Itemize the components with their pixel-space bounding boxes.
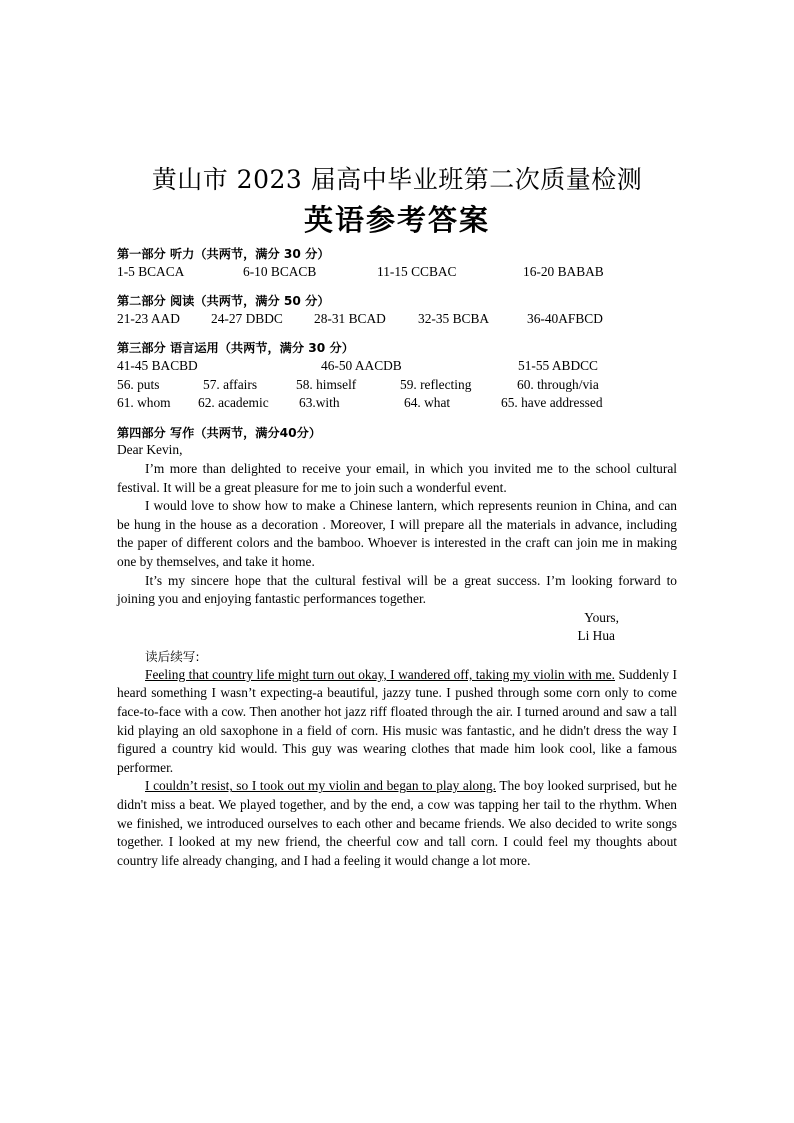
part1-heading: 第一部分 听力（共两节，满分 30 分）: [117, 247, 330, 261]
answer-item: 58. himself: [296, 376, 357, 392]
answer-item: 21-23 AAD: [117, 310, 180, 326]
answer-item: 6-10 BCACB: [243, 263, 317, 279]
letter-signature: Li Hua: [577, 628, 615, 644]
part3-heading: 第三部分 语言运用（共两节，满分 30 分）: [117, 341, 354, 356]
underlined-opening-sentence: I couldn’t resist, so I took out my violin and began to play along.: [145, 778, 496, 794]
exam-title: 黄山市 2023 届高中毕业班第二次质量检测: [151, 165, 643, 194]
part1-answers: [117, 263, 677, 282]
underlined-opening-sentence: Feeling that country life might turn out okay, I wandered off, taking my violin with me.: [145, 666, 615, 682]
letter-paragraph-1: I’m more than delighted to receive your email, in which you invited me to the school cultural festival. It will be a great pleasure for me to join such a wonderful event.: [117, 460, 677, 495]
answer-item: 41-45 BACBD: [117, 357, 198, 373]
part3-row2: [117, 376, 677, 395]
part3-row3: [117, 394, 677, 413]
answer-item: 51-55 ABDCC: [518, 357, 598, 373]
answer-item: 32-35 BCBA: [418, 310, 490, 326]
answer-item: 61. whom: [117, 395, 171, 411]
letter-greeting: Dear Kevin,: [117, 442, 183, 458]
part2-heading: 第二部分 阅读（共两节，满分 50 分）: [117, 294, 330, 309]
answer-item: 1-5 BCACA: [117, 263, 185, 279]
letter-paragraph-3: It’s my sincere hope that the cultural festival will be a great success. I’m looking forward to joining you and enjoying fantastic performances together.: [117, 572, 677, 607]
answer-item: 11-15 CCBAC: [377, 263, 457, 279]
paragraph-text: Suddenly I heard something I wasn’t expecting-a beautiful, jazzy tune. I pushed through some corn only to come face-to-face with a cow. Then another hot jazz riff floated through the air. I turned around and saw a tall kid playing an old saxophone in a field of corn. His music was fantastic, and he didn't dress the way I figured a country kid would. This guy was wearing clothes that made him look cool, like a famous performer.: [117, 666, 677, 775]
answer-item: 16-20 BABAB: [523, 263, 604, 279]
answer-item: 60. through/via: [517, 376, 599, 392]
answer-item: 65. have addressed: [501, 395, 603, 411]
continuation-paragraph-2: [117, 777, 677, 870]
part2-answers: [117, 310, 677, 329]
letter-paragraph-2: I would love to show how to make a Chinese lantern, which represents reunion in China, and can be hung in the house as a decoration . Moreover, I will prepare all the materials in advance, including the paper of different colors and the bamboo. Whoever is interested in the craft can join me in making one by themselves, and take it home.: [117, 498, 677, 569]
answer-item: 57. affairs: [203, 376, 258, 392]
content: [117, 244, 677, 870]
answer-item: 46-50 AACDB: [321, 357, 402, 373]
paragraph-text: The boy looked surprised, but he didn't miss a beat. We played together, and by the end, a cow was tapping her tail to the rhythm. When we finished, we introduced ourselves to each other and became friends. We also decided to write songs together. I looked at my new friend, the cheerful cow and tall corn. I could feel my thoughts about country life already changing, and I had a feeling it would change a lot more.: [117, 778, 677, 868]
answer-item: 24-27 DBDC: [211, 310, 283, 326]
part4-heading: 第四部分 写作（共两节，满分40分）: [117, 425, 322, 440]
part3-row1: [117, 357, 677, 376]
letter-closing: Yours,: [584, 609, 619, 625]
continuation-heading: 读后续写:: [145, 648, 200, 664]
continuation-paragraph-1: [117, 666, 677, 778]
answer-item: 56. puts: [117, 376, 160, 392]
answer-item: 59. reflecting: [400, 376, 472, 392]
answer-item: 64. what: [404, 395, 451, 411]
answer-item: 63.with: [299, 395, 340, 411]
answer-key-title: 英语参考答案: [303, 203, 490, 237]
answer-item: 36-40AFBCD: [527, 310, 603, 326]
answer-item: 28-31 BCAD: [314, 310, 386, 326]
answer-item: 62. academic: [198, 395, 269, 411]
